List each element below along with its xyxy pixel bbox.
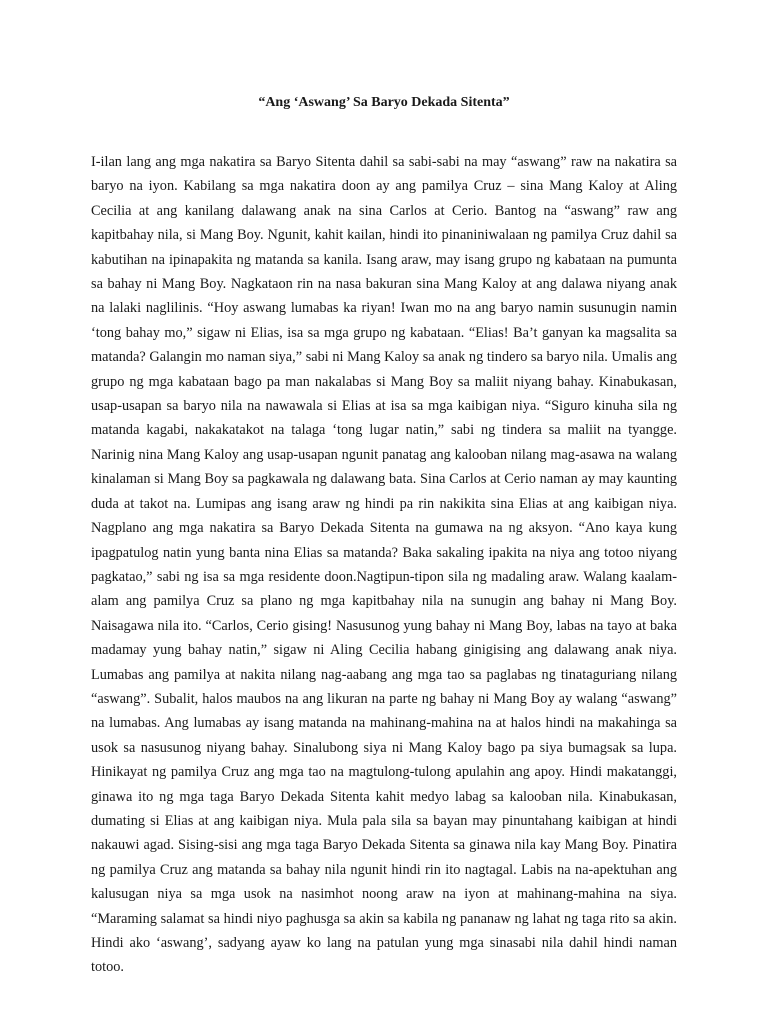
document-title: “Ang ‘Aswang’ Sa Baryo Dekada Sitenta”: [258, 95, 510, 110]
document-body-paragraph: I-ilan lang ang mga nakatira sa Baryo Sitenta dahil sa sabi-sabi na may “aswang” raw na nakatira sa baryo na iyon. Kabilang sa mga nakatira doon ay ang pamilya Cruz – sina Mang Kaloy at Aling Cecilia at ang kanilang dalawang anak na sina Carlos at Cerio. Bantog na “aswang” raw ang kapitbahay nila, si Mang Boy. Ngunit, kahit kailan, hindi ito pinaniniwalaan ng pamilya Cruz dahil sa kabutihan na ipinapakita ng matanda sa kanila. Isang araw, may isang grupo ng kabataan na pumunta sa bahay ni Mang Boy. Nagkataon rin na nasa bakuran sina Mang Kaloy at ang dalawa niyang anak na lalaki naglilinis. “Hoy aswang lumabas ka riyan! Iwan mo na ang baryo namin susunugin namin ‘tong bahay mo,” sigaw ni Elias, isa sa mga grupo ng kabataan. “Elias! Ba’t ganyan ka magsalita sa matanda? Galangin mo naman siya,” sabi ni Mang Kaloy sa anak ng tindero sa baryo nila. Umalis ang grupo ng mga kabataan bago pa man nakalabas si Mang Boy sa maliit niyang bahay. Kinabukasan, usap-usapan sa baryo nila na nawawala si Elias at isa sa mga kaibigan niya. “Siguro kinuha sila ng matanda kagabi, nakakatakot na talaga ‘tong lugar natin,” sabi ng tindera sa maliit na tyangge. Narinig nina Mang Kaloy ang usap-usapan ngunit panatag ang kalooban nilang mag-asawa na walang kinalaman si Mang Boy sa pagkawala ng dalawang bata. Sina Carlos at Cerio naman ay may kaunting duda at takot na. Lumipas ang isang araw ng hindi pa rin nakikita sina Elias at ang kaibigan niya. Nagplano ang mga nakatira sa Baryo Dekada Sitenta na gumawa na ng aksyon. “Ano kaya kung ipagpatulog natin yung banta nina Elias sa matanda? Baka sakaling ipakita na niya ang totoo niyang pagkatao,” sabi ng isa sa mga residente doon.Nagtipun-tipon sila ng madaling araw. Walang kaalam-alam ang pamilya Cruz sa plano ng mga kapitbahay nila na sunugin ang bahay ni Mang Boy. Naisagawa nila ito. “Carlos, Cerio gising! Nasusunog yung bahay ni Mang Boy, labas na tayo at baka madamay yung bahay natin,” sigaw ni Aling Cecilia habang ginigising ang dalawang anak niya. Lumabas ang pamilya at nakita nilang nag-aabang ang mga tao sa paglabas ng tinataguriang nilang “aswang”. Subalit, halos maubos na ang likuran na parte ng bahay ni Mang Boy ay walang “aswang” na lumabas. Ang lumabas ay isang matanda na mahinang-mahina na at halos hindi na makahinga sa usok sa nasusunog niyang bahay. Sinalubong siya ni Mang Kaloy bago pa siya bumagsak sa lupa. Hinikayat ng pamilya Cruz ang mga tao na magtulong-tulong apulahin ang apoy. Hindi makatanggi, ginawa ito ng mga taga Baryo Dekada Sitenta kahit medyo labag sa kalooban nila. Kinabukasan, dumating si Elias at ang kaibigan niya. Mula pala sila sa bayan may pinuntahang kaibigan at hindi nakauwi agad. Sising-sisi ang mga taga Baryo Dekada Sitenta sa ginawa nila kay Mang Boy. Pinatira ng pamilya Cruz ang matanda sa bahay nila ngunit hindi rin ito nagtagal. Labis na na-apektuhan ang kalusugan niya sa mga usok na nasimhot noong araw na iyon at mahinang-mahina na siya. “Maraming salamat sa hindi niyo paghusga sa akin sa kabila ng pananaw ng lahat ng taga rito sa akin. Hindi ako ‘aswang’, sadyang ayaw ko lang na patulan yung mga sinasabi nila dahil hindi naman totoo.: [91, 154, 677, 976]
